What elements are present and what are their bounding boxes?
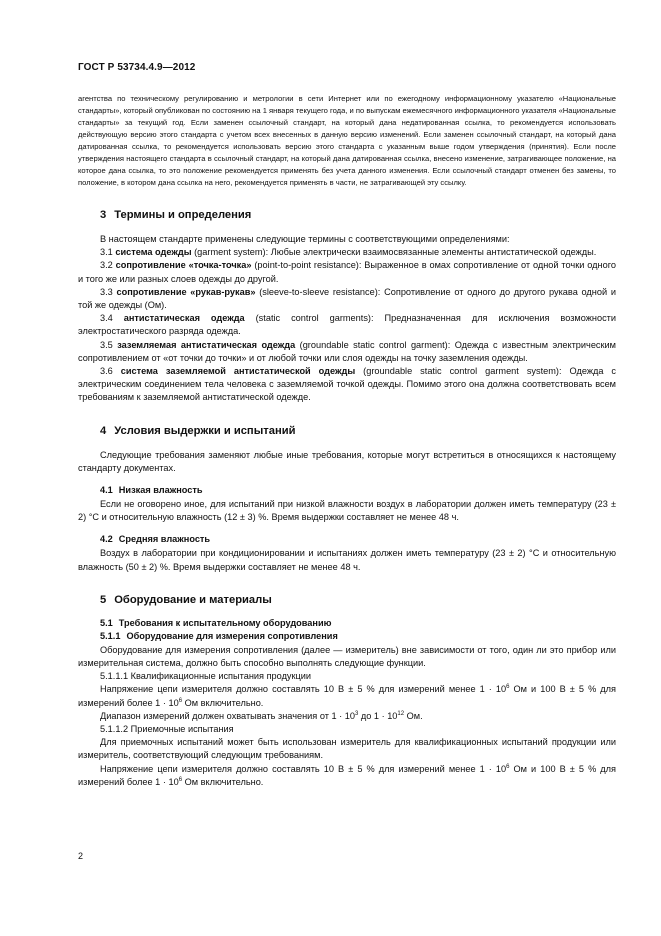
intro-text: агентства по техническому регулированию и метрологии в сети Интернет или по ежегодному информационному указателю «Национальные стандарты», который опубликован по состоянию на 1 января текущего года, и по выпускам ежемесячного информационного указателя «Национальные стандарты» за текущий год. Если заменен ссылочный стандарт, на который дана недатированная ссылка, то рекомендуется использовать действующую версию этого стандарта с учетом всех внесенных в данную версию изменений. Если заменен ссылочный стандарт, на который дана датированная ссылка, то рекомендуется использовать версию этого стандарта с указанным выше годом утверждения (принятия). Если после утверждения настоящего стандарта в ссылочный стандарт, на который дана датированная ссылка, внесено изменение, затрагивающее положение, на которое дана ссылка, то это положение рекомендуется применять без учета данного изменения. Если ссылочный стандарт отменен без замены, то положение, в котором дана ссылка на него, рекомендуется применять в части, не затрагивающей эту ссылку. — [78, 94, 616, 187]
term-definition: 3.6 система заземляемой антистатической одежды (groundable static control garment system): Одежда с электрическим соединением тела человека с заземляемой точкой одежды. Помимо этого она должна соответствовать всем требованиям к заземляемой антистатической одежде. — [78, 366, 617, 403]
section-5-p6: Для приемочных испытаний может быть использован измеритель для квалификационных испытаний продукции или измеритель, соответствующий следующим требованиям. — [78, 737, 616, 761]
section-4-2-heading: 4.2 Средняя влажность — [100, 534, 211, 545]
section-5-p2: 5.1.1.1 Квалификационные испытания продукции — [100, 671, 312, 682]
term-definition: 3.3 сопротивление «рукав-рукав» (sleeve-to-sleeve resistance): Сопротивление от одного до другого рукава одной и той же одежды (Ом). — [78, 286, 616, 311]
section-5-p3: Напряжение цепи измерителя должно составлять 10 В ± 5 % для измерений менее $1 \cdot 10^6$ Ом и 100 В ± 5 % для измерений более $1 \cdot 10^6$ Ом включительно. — [78, 684, 616, 708]
term-definition: 3.1 система одежды (garment system): Любые электрически взаимосвязанные элементы антистатической одежды. — [100, 247, 597, 258]
section-3-lead: В настоящем стандарте применены следующие термины с соответствующими определениями: — [100, 234, 510, 244]
section-4-lead: Следующие требования заменяют любые иные требования, которые могут встретиться в относящихся к настоящему стандарту документах. — [78, 449, 616, 473]
section-4-2-text: Воздух в лаборатории при кондиционировании и испытаниях должен иметь температуру (23 ± 2) °С и относительную влажность (50 ± 2) %. Время выдержки составляет не менее 48 ч. — [78, 548, 616, 572]
section-4-1-text: Если не оговорено иное, для испытаний при низкой влажности воздух в лаборатории должен иметь температуру (23 ± 2) °С и относительную влажность (12 ± 3) %. Время выдержки составляет не менее 48 ч. — [78, 499, 616, 523]
document-header: ГОСТ Р 53734.4.9—2012 — [78, 62, 196, 73]
term-definition: 3.4 антистатическая одежда (static control garments): Предназначенная для исключения возможности электростатического разряда одежда. — [78, 313, 617, 337]
section-4-1-heading: 4.1 Низкая влажность — [100, 485, 203, 496]
section-5-1-heading: 5.1 Требования к испытательному оборудованию — [100, 617, 332, 628]
intro-paragraph — [78, 93, 616, 189]
section-5-p4: Диапазон измерений должен охватывать значения от $1 \cdot 10^3$ до $1 \cdot 10^{12}$ Ом. — [100, 710, 423, 721]
term-definition: 3.2 сопротивление «точка-точка» (point-to-point resistance): Выраженное в омах сопротивление от одной точки одного и того же или разных слоев одежды до другой. — [78, 260, 616, 284]
terms-list — [78, 246, 616, 404]
section-5-heading: 5 Оборудование и материалы — [100, 593, 272, 606]
section-5-p1: Оборудование для измерения сопротивления (далее — измеритель) вне зависимости от того, один ли это прибор или измерительная система, должно быть способно выполнять следующие функции. — [78, 644, 616, 669]
section-5-1-1-heading: 5.1.1 Оборудование для измерения сопротивления — [100, 630, 338, 641]
section-5-p5: 5.1.1.2 Приемочные испытания — [100, 724, 234, 735]
section-5-p7: Напряжение цепи измерителя должно составлять 10 В ± 5 % для измерений менее $1 \cdot 10^6$ Ом и 100 В ± 5 % для измерений более $1 \cdot 10^6$ Ом включительно. — [78, 763, 616, 787]
section-3-heading: 3 Термины и определения — [100, 209, 252, 221]
section-4-heading: 4 Условия выдержки и испытаний — [100, 424, 296, 437]
term-definition: 3.5 заземляемая антистатическая одежда (groundable static control garment): Одежда с известным электрическим сопротивлением от «от точки до точки» и от любой точки или слоя одежды на точку заземления одежды. — [78, 339, 616, 363]
page-number: 2 — [78, 851, 84, 861]
document-page — [78, 62, 616, 789]
